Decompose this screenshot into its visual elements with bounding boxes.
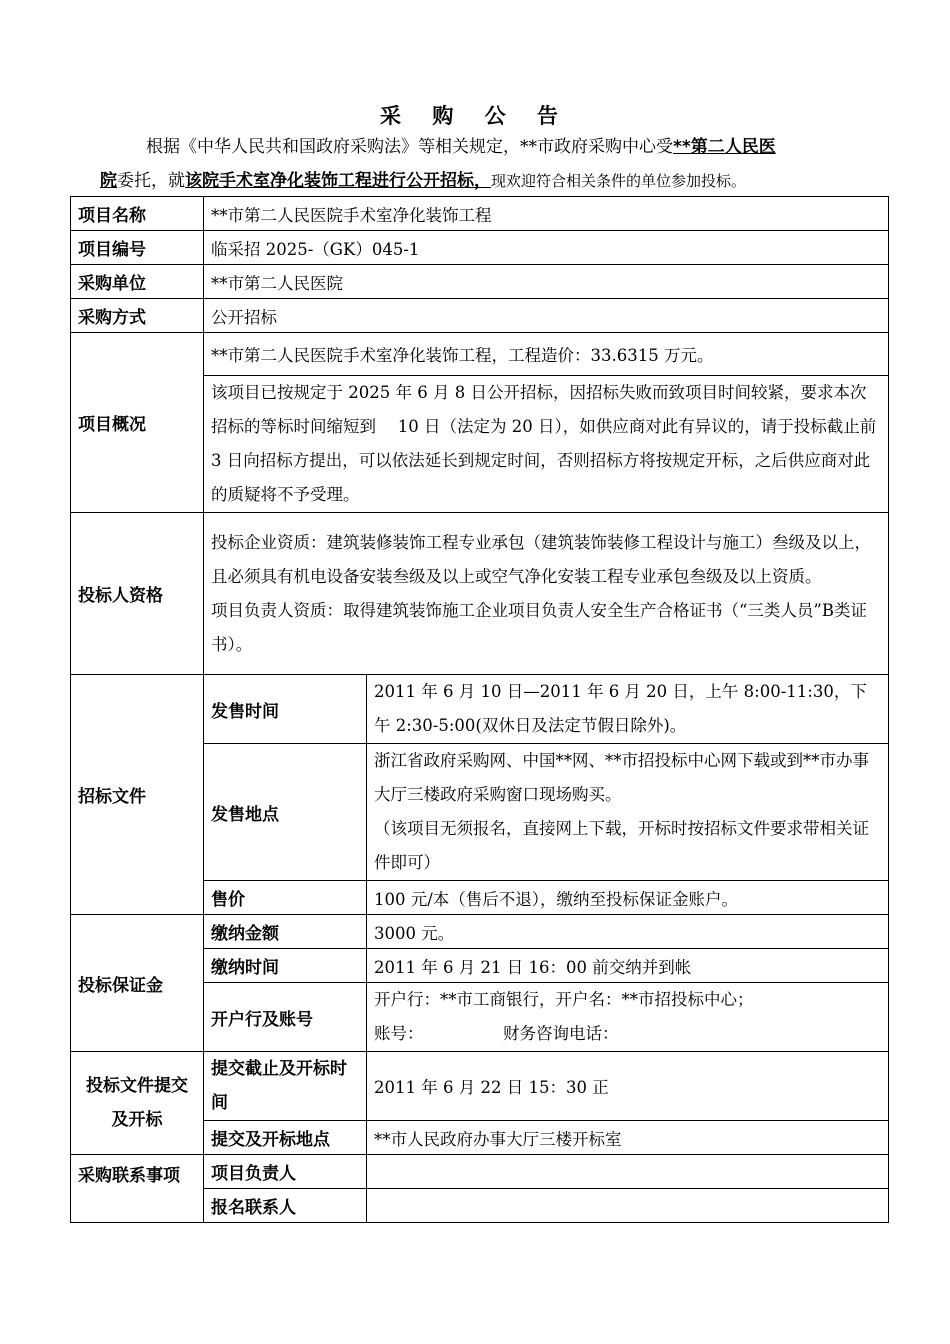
amount-value: 3000 元。 [367,915,889,949]
pay-time-value: 2011 年 6 月 21 日 16：00 前交纳并到帐 [367,949,889,983]
method-label: 采购方式 [71,299,204,333]
pm-label: 项目负责人 [204,1155,367,1189]
bank-value: 开户行：**市工商银行，开户名：**市招投标中心； 账号： 财务咨询电话： [367,983,889,1052]
project-no-label: 项目编号 [71,231,204,265]
amount-label: 缴纳金额 [204,915,367,949]
sale-place-label: 发售地点 [204,744,367,881]
page-title: 采 购 公 告 [380,104,570,128]
table-row [71,333,889,376]
table-row [71,915,889,949]
table-row [71,299,889,333]
pm-value [367,1155,889,1189]
qualification-company: 投标企业资质：建筑装修装饰工程专业承包（建筑装饰装修工程设计与施工）叁级及以上，且必须具有机电设备安装叁级及以上或空气净化安装工程专业承包叁级及以上资质。 [211,532,871,586]
qualification-value [204,513,889,675]
overview-value-1: **市第二人民医院手术室净化装饰工程，工程造价：33.6315 万元。 [204,333,889,376]
reg-value [367,1189,889,1223]
project-name-value: **市第二人民医院手术室净化装饰工程 [204,197,889,231]
overview-label: 项目概况 [71,333,204,513]
contact-label: 采购联系事项 [71,1155,204,1223]
intro-line-2: 院委托，就该院手术室净化装饰工程进行公开招标，现欢迎符合相关条件的单位参加投标。 [100,171,747,191]
deposit-label: 投标保证金 [71,915,204,1052]
deadline-value: 2011 年 6 月 22 日 15：30 正 [367,1052,889,1121]
buyer-value: **市第二人民医院 [204,265,889,299]
project-name-label: 项目名称 [71,197,204,231]
bank-label: 开户行及账号 [204,983,367,1052]
price-value: 100 元/本（售后不退），缴纳至投标保证金账户。 [367,881,889,915]
price-label: 售价 [204,881,367,915]
reg-label: 报名联系人 [204,1189,367,1223]
place-label: 提交及开标地点 [204,1121,367,1155]
table-row [71,513,889,675]
hospital-name-part: **第二人民医 [673,137,776,157]
submit-label: 投标文件提交及开标 [71,1052,204,1155]
deadline-label: 提交截止及开标时间 [204,1052,367,1121]
qualification-label: 投标人资格 [71,513,204,675]
table-row [71,675,889,744]
qualification-manager: 项目负责人资质：取得建筑装饰施工企业项目负责人安全生产合格证书（“三类人员”B类证书）。 [211,600,867,654]
sale-place-value: 浙江省政府采购网、中国**网、**市招投标中心网下载或到**市办事大厅三楼政府采购窗口现场购买。 （该项目无须报名，直接网上下载，开标时按招标文件要求带相关证件即可） [367,744,889,881]
table-row [71,231,889,265]
table-row [71,197,889,231]
method-value: 公开招标 [204,299,889,333]
intro-line-1: 根据《中华人民共和国政府采购法》等相关规定，**市政府采购中心受**第二人民医 [146,137,776,157]
table-row [71,1155,889,1189]
pay-time-label: 缴纳时间 [204,949,367,983]
table-row [71,1052,889,1121]
buyer-label: 采购单位 [71,265,204,299]
project-no-value: 临采招 2025-（GK）045-1 [204,231,889,265]
procurement-table [70,196,889,1223]
sale-time-label: 发售时间 [204,675,367,744]
sale-time-value: 2011 年 6 月 10 日—2011 年 6 月 20 日，上午 8:00-11:30，下午 2:30-5:00(双休日及法定节假日除外)。 [367,675,889,744]
overview-value-2: 该项目已按规定于 2025 年 6 月 8 日公开招标，因招标失败而致项目时间较紧，要求本次招标的等标时间缩短到 10 日（法定为 20 日），如供应商对此有异议的，请于投标截止前 3 日向招标方提出，可以依法延长到规定时间，否则招标方将按规定开标，之后供应商对此的质疑将不予受理。 [204,376,889,513]
place-value: **市人民政府办事大厅三楼开标室 [367,1121,889,1155]
docs-label: 招标文件 [71,675,204,915]
table-row [71,265,889,299]
